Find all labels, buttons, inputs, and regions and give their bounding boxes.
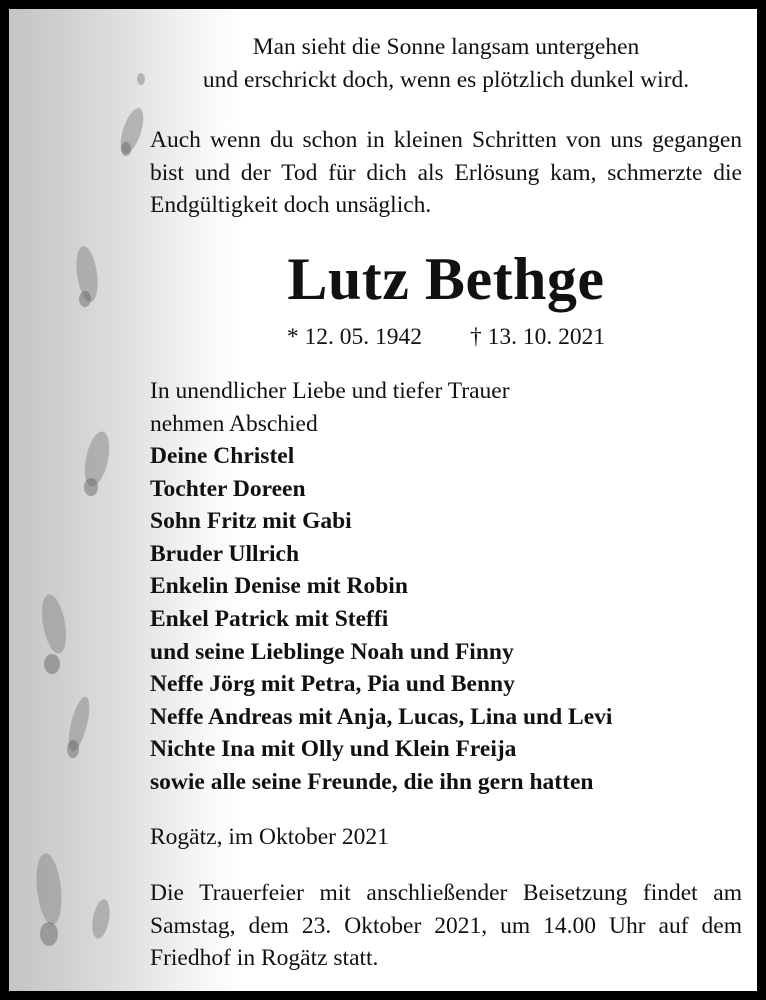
poem-stanza-2: Auch wenn du schon in kleinen Schritten von uns gegangen bist und der Tod für dich als Erlösung kam, schmerzte die Endgültigkeit doch unsäglich. — [150, 127, 742, 218]
poem-line: Man sieht die Sonne langsam untergehen — [252, 34, 640, 60]
mourning-line: In unendlicher Liebe und tiefer Trauer — [150, 378, 510, 404]
death-date: † 13. 10. 2021 — [470, 324, 606, 350]
place-date: Rogätz, im Oktober 2021 — [150, 824, 389, 850]
poem-line: und erschrickt doch, wenn es plötzlich dunkel wird. — [202, 66, 690, 93]
mourning-line: nehmen Abschied — [150, 410, 318, 437]
family-list — [150, 440, 742, 799]
family-member: Deine Christel — [150, 443, 295, 469]
deceased-name: Lutz Bethge — [287, 246, 605, 312]
birth-date: * 12. 05. 1942 — [286, 324, 422, 350]
family-member: Neffe Andreas mit Anja, Lucas, Lina und Levi — [150, 703, 613, 730]
family-member: Bruder Ullrich — [150, 540, 300, 567]
family-member: Neffe Jörg mit Petra, Pia und Benny — [150, 671, 515, 698]
family-member: Enkel Patrick mit Steffi — [150, 605, 389, 632]
family-member: Enkelin Denise mit Robin — [150, 573, 408, 600]
family-member: und seine Lieblinge Noah und Finny — [150, 638, 514, 665]
family-member: sowie alle seine Freunde, die ihn gern hatten — [150, 768, 594, 795]
family-member: Nichte Ina mit Olly und Klein Freija — [150, 736, 517, 763]
funeral-notice: Die Trauerfeier mit anschließender Beisetzung findet am Samstag, dem 23. Oktober 2021, um 14.00 Uhr auf dem Friedhof in Rogätz statt. — [150, 880, 742, 971]
family-member: Tochter Doreen — [150, 475, 306, 502]
poem-stanza-1 — [150, 31, 742, 96]
mourning-text — [150, 375, 742, 440]
family-member: Sohn Fritz mit Gabi — [150, 508, 352, 535]
life-dates — [150, 321, 742, 354]
